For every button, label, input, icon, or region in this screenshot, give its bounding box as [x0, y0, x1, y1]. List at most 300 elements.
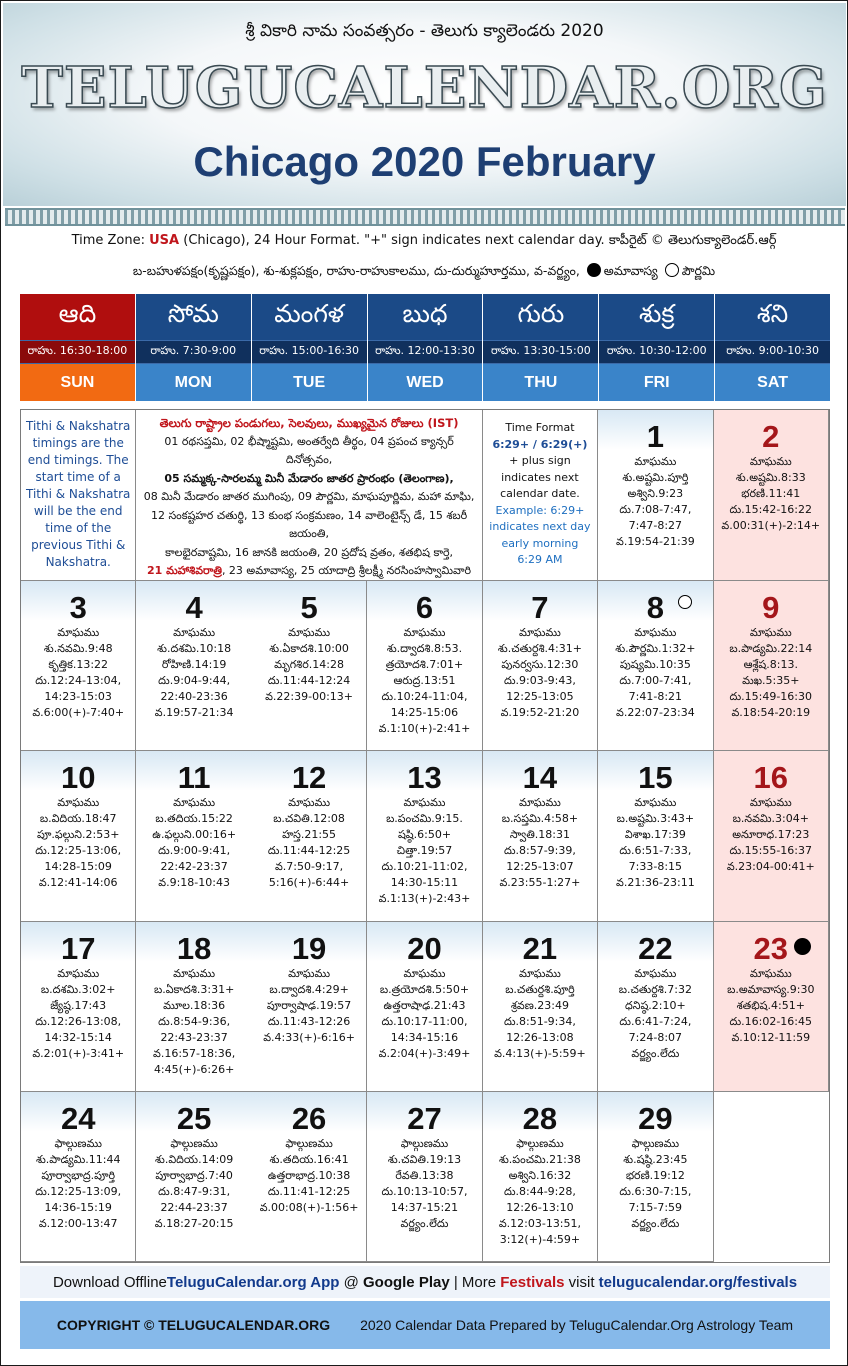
day-detail-line: వ.2:04(+)-3:49+ — [378, 1046, 471, 1060]
day-detail-line: దు.15:49-16:30 — [729, 690, 812, 703]
day-detail-line: మాఘము — [403, 796, 446, 810]
day-detail-line: మాఘము — [57, 796, 100, 810]
weekday-telugu: శని — [715, 294, 830, 340]
day-detail-line: మాఘము — [634, 626, 677, 639]
day-detail-line: దు.8:54-9:36, — [158, 1014, 231, 1028]
day-detail-line: మాఘము — [518, 626, 561, 639]
day-detail-line: బ.ఏకాదశి.3:31+ — [153, 982, 235, 996]
day-detail-line: మాఘము — [57, 966, 100, 980]
day-detail-line: దు.11:44-12:24 — [267, 674, 351, 687]
legend-text: బ-బహుళపక్షం(కృష్ణపక్షం), శు-శుక్లపక్షం, రాహు-రాహుకాలము, దు-దుర్ముహూర్తము, వ-వర్జ్యం, — [132, 263, 580, 278]
day-detail-line: పునర్వసు.12:30 — [501, 658, 579, 671]
day-detail-line: 7:33-8:15 — [628, 860, 683, 874]
day-detail-line: బ.పంచమి.9:15. — [386, 812, 463, 826]
day-number: 2 — [762, 419, 780, 454]
day-detail-line: శతభిష.4:51+ — [736, 998, 805, 1012]
day-number: 17 — [60, 930, 96, 966]
day-detail-line: వ.00:08(+)-1:56+ — [259, 1200, 359, 1214]
weekday-english: THU — [483, 364, 598, 401]
day-detail-line: శ్రవణ.23:49 — [510, 998, 569, 1012]
day-detail-line: విశాఖ.17:39 — [624, 828, 686, 842]
day-detail-line: దు.10:21-11:02, — [381, 860, 468, 874]
weekday-column — [20, 294, 136, 401]
day-detail-line: 4:45(+)-6:26+ — [153, 1062, 235, 1076]
day-number: 20 — [407, 930, 442, 966]
day-detail-line: బ.నవమి.3:04+ — [732, 812, 809, 826]
day-cell[interactable] — [136, 1092, 251, 1262]
download-banner — [20, 1266, 830, 1298]
day-number: 4 — [185, 590, 203, 625]
day-detail-line: చిత్తా.19:57 — [396, 844, 453, 858]
time-format-desc: + plus sign indicates next calendar date. — [500, 454, 580, 500]
day-detail-line: బ.దశమి.3:02+ — [40, 982, 116, 996]
day-detail-line: మాఘము — [634, 796, 677, 810]
day-detail-line: దు.6:30-7:15, — [619, 1184, 692, 1198]
rahukalam: రాహు. 7:30-9:00 — [136, 340, 251, 364]
timezone-country: USA — [149, 233, 180, 248]
day-detail-line: మాఘము — [403, 966, 446, 980]
day-number: 3 — [69, 590, 87, 625]
day-detail-line: రోహిణి.14:19 — [161, 658, 227, 671]
day-detail-line: శు.చతుర్దశి.4:31+ — [497, 642, 582, 655]
day-detail-line: 14:36-15:19 — [44, 1200, 112, 1214]
day-detail-line: వ.22:07-23:34 — [616, 706, 695, 719]
day-detail-line: మాఘము — [173, 966, 216, 980]
day-number: 16 — [753, 760, 789, 796]
day-detail-line: వ.23:04-00:41+ — [726, 860, 815, 874]
day-detail-line: వ.2:01(+)-3:41+ — [32, 1046, 125, 1060]
day-cell[interactable] — [21, 751, 136, 921]
day-detail-line: ఆరుద్ర.13:51 — [393, 674, 456, 687]
google-play-link[interactable]: Google Play — [362, 1273, 450, 1291]
rahukalam: రాహు. 16:30-18:00 — [20, 340, 135, 364]
day-detail-line: జ్యేష్ఠ.17:43 — [50, 998, 107, 1012]
day-detail-line: 3:12(+)-4:59+ — [499, 1232, 581, 1246]
day-detail-line: దు.8:51-9:34, — [503, 1014, 576, 1028]
samvatsaram-title: శ్రీ వికారి నామ సంవత్సరం - తెలుగు క్యాలెండరు 2020 — [245, 21, 604, 41]
day-cell[interactable] — [252, 581, 367, 751]
day-number: 23 — [753, 930, 789, 966]
day-detail-line: ఫాల్గుణము — [285, 1136, 333, 1150]
weekday-telugu: బుధ — [368, 294, 483, 340]
more-text: | More — [449, 1273, 501, 1291]
day-detail-line: దు.10:24-11:04, — [381, 690, 468, 703]
day-number: 28 — [522, 1100, 558, 1136]
day-detail-line: శు.ద్వాదశి.8:53. — [386, 642, 463, 655]
day-detail-line: శు.విదియ.14:09 — [154, 1152, 234, 1166]
time-format-note — [483, 410, 598, 581]
day-detail-line: మాఘము — [518, 966, 561, 980]
day-detail-line: బ.తదియ.15:22 — [155, 812, 233, 826]
weekday-column — [599, 294, 715, 401]
day-detail-line: వ.18:27-20:15 — [154, 1216, 234, 1230]
page-header — [3, 3, 846, 206]
day-detail-line: మాఘము — [518, 796, 561, 810]
day-detail-line: వ.22:39-00:13+ — [265, 690, 354, 703]
day-detail-line: బ.చతుర్దశి.పూర్తి — [505, 982, 575, 996]
day-detail-line: 22:40-23:36 — [160, 690, 228, 703]
day-cell[interactable] — [136, 922, 251, 1092]
day-detail-line: ఆశ్లేష.8:13. — [743, 658, 798, 671]
day-number: 9 — [762, 590, 780, 625]
visit-text: visit — [564, 1273, 599, 1291]
download-at: @ — [339, 1273, 363, 1291]
day-detail-line: వ.1:13(+)-2:43+ — [378, 892, 471, 906]
day-number: 8 — [646, 590, 664, 625]
day-cell[interactable] — [21, 581, 136, 751]
day-detail-line: వ.16:57-18:36, — [153, 1046, 236, 1060]
day-detail-line: బ.త్రయోదశి.5:50+ — [379, 982, 470, 996]
day-cell[interactable] — [252, 751, 367, 921]
day-number: 12 — [291, 760, 327, 796]
legend-amavasya: అమావాస్య — [603, 263, 658, 278]
day-detail-line: శు.అష్టమి.8:33 — [735, 471, 806, 484]
day-detail-line: మఖ.5:35+ — [742, 674, 800, 687]
day-cell[interactable] — [598, 922, 713, 1092]
day-detail-line: పుష్యమి.10:35 — [619, 658, 691, 671]
day-detail-line: మాఘము — [749, 455, 792, 468]
festival-highlight: 21 మహాశివరాత్రి — [147, 564, 222, 577]
rahukalam: రాహు. 12:00-13:30 — [368, 340, 483, 364]
new-moon-icon — [587, 263, 601, 277]
day-detail-line: 22:43-23:37 — [160, 1030, 228, 1044]
day-number: 27 — [407, 1100, 442, 1136]
day-detail-line: శు.చవితి.19:13 — [387, 1152, 462, 1166]
weekday-column — [252, 294, 368, 401]
time-format-example: 6:29+ / 6:29(+) — [492, 437, 588, 451]
day-detail-line: దు.9:00-9:41, — [158, 844, 231, 858]
day-detail-line: పూ.ఫల్గుని.2:53+ — [36, 828, 120, 842]
festival-line: 08 మినీ మేడారం జాతర ముగింపు, 09 పౌర్ణమి, మాఘపూర్ణిమ, మహా మాఘి, — [143, 490, 475, 503]
day-detail-line: శు.పాడ్యమి.11:44 — [35, 1152, 121, 1166]
festival-line-rest: , 23 అమావాస్య, 25 యాదాద్రి శ్రీలక్ష్మీ నరసింహస్వామివారి — [221, 564, 472, 577]
day-cell[interactable] — [483, 581, 598, 751]
copyright-bar — [20, 1301, 830, 1349]
weekday-telugu: శుక్ర — [599, 294, 714, 340]
festival-line: 05 సమ్మక్క-సారలమ్మ మినీ మేడారం జాతర ప్రారంభం (తెలంగాణ), — [164, 471, 454, 485]
day-detail-line: బ.అష్టమి.3:43+ — [616, 812, 695, 826]
day-detail-line: దు.11:43-12:26 — [267, 1014, 351, 1028]
full-moon-icon — [665, 263, 679, 277]
day-cell[interactable] — [598, 751, 713, 921]
day-detail-line: దు.11:41-12:25 — [267, 1184, 351, 1198]
day-detail-line: మాఘము — [634, 455, 677, 468]
day-detail-line: భరణి.11:41 — [741, 487, 801, 500]
day-number: 5 — [300, 590, 318, 625]
day-detail-line: దు.7:08-7:47, — [619, 503, 692, 516]
day-detail-line: దు.8:47-9:31, — [158, 1184, 231, 1198]
rahukalam: రాహు. 10:30-12:00 — [599, 340, 714, 364]
day-detail-line: 12:25-13:07 — [506, 860, 574, 874]
day-cell[interactable] — [252, 1092, 367, 1262]
day-detail-line: త్రయోదశి.7:01+ — [385, 658, 464, 671]
day-cell[interactable] — [367, 922, 482, 1092]
new-moon-icon — [794, 938, 811, 955]
day-detail-line: మాఘము — [288, 796, 331, 810]
day-detail-line: ఫాల్గుణము — [516, 1136, 564, 1150]
day-number: 26 — [291, 1100, 327, 1136]
day-detail-line: బ.పాడ్యమి.22:14 — [729, 642, 813, 655]
weekday-column — [715, 294, 830, 401]
weekday-column — [136, 294, 252, 401]
day-detail-line: పూర్వాభాద్ర.పూర్తి — [41, 1168, 116, 1182]
day-detail-line: మాఘము — [749, 626, 792, 639]
day-number: 13 — [407, 760, 442, 796]
day-detail-line: భరణి.19:12 — [625, 1168, 685, 1182]
day-detail-line: కృత్తిక.13:22 — [48, 658, 109, 671]
day-detail-line: దు.15:42-16:22 — [729, 503, 812, 516]
day-number: 21 — [522, 930, 558, 966]
day-cell[interactable] — [252, 922, 367, 1092]
day-detail-line: దు.12:24-13:04, — [35, 674, 122, 687]
day-detail-line: మాఘము — [288, 966, 331, 980]
page-title: Chicago 2020 February — [193, 138, 656, 185]
prepared-by-text: 2020 Calendar Data Prepared by TeluguCalendar.Org Astrology Team — [360, 1317, 794, 1333]
day-detail-line: శు.పంచమి.21:38 — [498, 1152, 581, 1166]
nakshatra-note: Tithi & Nakshatra timings are the end timings. The start time of a Tithi & Nakshatra will be the end time of the previous Tithi & Nakshatra. — [26, 419, 131, 569]
day-detail-line: బ.సప్తమి.4:58+ — [501, 812, 579, 826]
day-detail-line: శు.షష్ఠి.23:45 — [623, 1152, 688, 1166]
day-cell[interactable] — [367, 581, 482, 751]
day-detail-line: వ.4:13(+)-5:59+ — [494, 1046, 586, 1060]
day-number: 25 — [176, 1100, 212, 1136]
weekday-english: SAT — [715, 364, 830, 401]
day-detail-line: శు.అష్టమి.పూర్తి — [622, 471, 689, 484]
day-cell[interactable] — [367, 1092, 482, 1262]
day-detail-line: 12:26-13:08 — [506, 1030, 574, 1044]
day-detail-line: దు.11:44-12:25 — [267, 844, 351, 858]
day-detail-line: వర్జ్యం.లేదు — [631, 1046, 680, 1060]
day-number: 19 — [291, 930, 327, 966]
day-cell[interactable] — [483, 751, 598, 921]
weekday-english: WED — [368, 364, 483, 401]
day-detail-line: దు.16:02-16:45 — [729, 1014, 812, 1028]
day-detail-line: మాఘము — [57, 626, 100, 639]
day-number: 29 — [638, 1100, 673, 1136]
day-detail-line: 14:30-15:11 — [390, 876, 459, 890]
day-cell[interactable] — [598, 410, 713, 581]
day-detail-line: దు.7:00-7:41, — [619, 674, 692, 687]
day-detail-line: దు.9:04-9:44, — [158, 674, 231, 687]
day-detail-line: రేవతి.13:38 — [395, 1168, 454, 1182]
day-detail-line: వ.21:36-23:11 — [616, 876, 695, 890]
day-detail-line: 22:44-23:37 — [160, 1200, 228, 1214]
timezone-info — [1, 233, 847, 251]
day-detail-line: మాఘము — [173, 796, 216, 810]
weekday-column — [368, 294, 484, 401]
weekday-column — [483, 294, 599, 401]
day-detail-line: దు.8:57-9:39, — [503, 844, 576, 858]
day-detail-line: 14:28-15:09 — [44, 860, 112, 874]
day-detail-line: శు.పౌర్ణమి.1:32+ — [615, 642, 696, 655]
day-detail-line: 14:23-15:03 — [44, 690, 112, 703]
day-detail-line: వర్జ్యం.లేదు — [400, 1216, 449, 1230]
day-detail-line: మాఘము — [288, 626, 331, 639]
rahukalam: రాహు. 9:00-10:30 — [715, 340, 830, 364]
day-cell[interactable] — [136, 581, 251, 751]
day-detail-line: బ.చతుర్దశి.7:32 — [618, 982, 692, 996]
day-detail-line: దు.12:25-13:09, — [35, 1184, 122, 1198]
festival-line: 12 సంకష్టహర చతుర్థి, 13 కుంభ సంక్రమణం, 14 వాలెంటైన్స్ డే, 15 శబరీ జయంతి, — [150, 508, 468, 540]
day-detail-line: మాఘము — [173, 626, 216, 639]
day-number: 7 — [531, 590, 549, 625]
day-cell[interactable] — [483, 1092, 598, 1262]
day-detail-line: దు.9:03-9:43, — [503, 674, 576, 687]
day-detail-line: అనూరాధ.17:23 — [732, 828, 810, 842]
day-cell[interactable] — [136, 751, 251, 921]
day-detail-line: మాఘము — [403, 626, 446, 639]
day-detail-line: పూర్వాషాఢ.19:57 — [266, 998, 352, 1012]
day-detail-line: దు.8:44-9:28, — [503, 1184, 576, 1198]
day-detail-line: 12:25-13:05 — [506, 690, 574, 703]
day-detail-line: దు.15:55-16:37 — [729, 844, 812, 858]
weekday-telugu: ఆది — [20, 294, 135, 340]
day-number: 1 — [646, 419, 664, 454]
day-detail-line: 12:26-13:10 — [506, 1200, 574, 1214]
day-detail-line: శు.దశమి.10:18 — [157, 642, 232, 655]
day-detail-line: వ.9:18-10:43 — [158, 876, 230, 890]
day-number: 6 — [415, 590, 434, 625]
day-cell[interactable] — [714, 581, 829, 751]
timezone-prefix: Time Zone: — [71, 233, 150, 248]
day-detail-line: 5:16(+)-6:44+ — [268, 876, 350, 890]
weekday-english: SUN — [20, 364, 135, 401]
day-detail-line: అశ్విని.16:32 — [508, 1168, 572, 1182]
day-detail-line: మాఘము — [749, 796, 792, 810]
day-detail-line: శు.నవమి.9:48 — [43, 642, 113, 655]
day-detail-line: దు.10:13-10:57, — [381, 1184, 468, 1198]
app-link[interactable]: TeluguCalendar.org App — [166, 1273, 340, 1291]
day-detail-line: దు.10:17-11:00, — [381, 1014, 468, 1028]
day-cell[interactable] — [714, 751, 829, 921]
festival-line: కాలభైరవాష్టమి, 16 జానకి జయంతి, 20 ప్రదోష వ్రతం, శతభిష కార్తె, — [165, 545, 454, 559]
day-detail-line: వ.19:57-21:34 — [154, 706, 234, 719]
day-detail-line: వ.6:00(+)-7:40+ — [32, 706, 125, 719]
time-format-example2: Example: 6:29+ indicates next day early morning — [489, 503, 591, 550]
day-detail-line: వ.18:54-20:19 — [731, 706, 811, 719]
day-detail-line: 7:41-8:21 — [628, 690, 683, 703]
time-format-example3: 6:29 AM — [517, 553, 563, 566]
copyright-text: COPYRIGHT © TELUGUCALENDAR.ORG — [56, 1317, 331, 1333]
day-detail-line: వర్జ్యం.లేదు — [631, 1216, 680, 1230]
rahukalam: రాహు. 15:00-16:30 — [252, 340, 367, 364]
day-detail-line: 7:47-8:27 — [628, 519, 683, 532]
abbreviation-legend — [1, 263, 847, 282]
day-detail-line: పూర్వాభాద్ర.7:40 — [155, 1168, 233, 1182]
day-detail-line: వ.7:50-9:17, — [274, 860, 344, 874]
day-number: 14 — [522, 760, 558, 796]
festival-line: 01 రథసప్తమి, 02 భీష్మాష్టమి, అంతర్వేది తీర్థం, 04 ప్రపంచ క్యాన్సర్ దినోత్సవం, — [164, 434, 454, 466]
day-cell[interactable] — [598, 581, 713, 751]
day-detail-line: ధనిష్ఠ.2:10+ — [624, 998, 686, 1012]
day-detail-line: వ.4:33(+)-6:16+ — [263, 1030, 355, 1044]
day-detail-line: 14:25-15:06 — [390, 706, 459, 719]
legend-pournami: పౌర్ణమి — [681, 263, 716, 278]
day-detail-line: వ.00:31(+)-2:14+ — [721, 519, 821, 532]
festival-list — [136, 410, 482, 581]
weekday-english: FRI — [599, 364, 714, 401]
site-logo[interactable]: TELUGUCALENDAR.ORG — [21, 55, 828, 121]
day-number: 15 — [638, 760, 673, 796]
day-detail-line: ఫాల్గుణము — [631, 1136, 680, 1150]
weekday-english: MON — [136, 364, 251, 401]
day-number: 10 — [60, 760, 96, 796]
day-number: 22 — [638, 930, 673, 966]
day-detail-line: వ.12:03-13:51, — [498, 1216, 582, 1230]
full-moon-icon — [678, 595, 692, 609]
weekday-telugu: సోమ — [136, 294, 251, 340]
festivals-link[interactable]: Festivals — [500, 1273, 565, 1291]
day-cell[interactable] — [367, 751, 482, 921]
day-cell[interactable] — [714, 410, 829, 581]
day-detail-line: మాఘము — [634, 966, 677, 980]
day-detail-line: దు.12:26-13:08, — [35, 1014, 122, 1028]
day-number: 18 — [176, 930, 212, 966]
day-cell[interactable] — [598, 1092, 713, 1262]
weekday-telugu: మంగళ — [252, 294, 367, 340]
decorative-border — [5, 208, 845, 226]
day-detail-line: 14:37-15:21 — [390, 1200, 459, 1214]
day-cell[interactable] — [483, 922, 598, 1092]
calendar-grid — [20, 409, 830, 1263]
day-detail-line: దు.6:41-7:24, — [619, 1014, 692, 1028]
day-detail-line: బ.చవితి.12:08 — [273, 812, 345, 826]
day-detail-line: 14:32-15:14 — [44, 1030, 112, 1044]
download-text: Download Offline — [52, 1273, 167, 1291]
day-cell[interactable] — [21, 922, 136, 1092]
day-detail-line: బ.ద్వాదశి.4:29+ — [269, 982, 349, 996]
rahukalam: రాహు. 13:30-15:00 — [483, 340, 598, 364]
day-detail-line: అశ్విని.9:23 — [627, 487, 684, 500]
day-detail-line: ఉత్తరాభాద్ర.10:38 — [267, 1168, 351, 1182]
weekday-telugu: గురు — [483, 294, 598, 340]
day-cell[interactable] — [714, 922, 829, 1092]
day-number: 24 — [60, 1100, 96, 1136]
nakshatra-note-cell — [21, 410, 136, 581]
festival-title: తెలుగు రాష్ట్రాల పండుగలు, సెలవులు, ముఖ్యమైన రోజులు (IST) — [159, 416, 459, 430]
day-detail-line: దు.12:25-13:06, — [35, 844, 122, 858]
weekday-header — [20, 294, 830, 401]
day-detail-line: ఫాల్గుణము — [54, 1136, 102, 1150]
day-detail-line: మూల.18:36 — [163, 998, 226, 1012]
day-detail-line: స్వాతి.18:31 — [509, 828, 571, 842]
day-detail-line: ఫాల్గుణము — [400, 1136, 449, 1150]
day-detail-line: 7:24-8:07 — [628, 1030, 683, 1044]
day-detail-line: శు.ఏకాదశి.10:00 — [269, 642, 349, 655]
timezone-rest: (Chicago), 24 Hour Format. "+" sign indicates next calendar day. కాపీరైట్ © తెలుగుక్యాలెండర్.ఆర్గ్ — [179, 233, 777, 248]
day-detail-line: మాఘము — [749, 966, 792, 980]
day-cell[interactable] — [21, 1092, 136, 1262]
day-detail-line: ఫాల్గుణము — [170, 1136, 218, 1150]
day-number: 11 — [177, 760, 211, 796]
day-detail-line: వ.12:41-14:06 — [38, 876, 118, 890]
day-detail-line: వ.19:52-21:20 — [500, 706, 580, 719]
day-detail-line: శు.తదియ.16:41 — [269, 1152, 349, 1166]
day-detail-line: షష్ఠి.6:50+ — [397, 828, 452, 842]
festival-line — [140, 562, 477, 581]
time-format-title: Time Format — [505, 421, 575, 434]
day-detail-line: 7:15-7:59 — [628, 1200, 683, 1214]
day-detail-line: ఉ.ఫల్గుని.00:16+ — [152, 828, 237, 842]
day-detail-line: బ.అమావాస్య.9:30 — [727, 982, 815, 996]
day-detail-line: మృగశిర.14:28 — [274, 658, 344, 671]
festivals-url-link[interactable]: telugucalendar.org/festivals — [598, 1273, 798, 1291]
day-detail-line: బ.విదియ.18:47 — [39, 812, 117, 826]
weekday-english: TUE — [252, 364, 367, 401]
day-detail-line: వ.19:54-21:39 — [616, 535, 695, 548]
day-detail-line: వ.23:55-1:27+ — [499, 876, 581, 890]
day-detail-line: ఉత్తరాషాఢ.21:43 — [383, 998, 466, 1012]
